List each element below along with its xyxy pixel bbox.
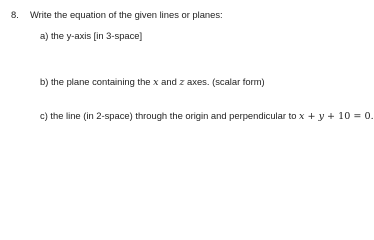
part-c-eq-plus: + — [304, 111, 319, 122]
question-stem: Write the equation of the given lines or planes: — [30, 9, 223, 20]
part-b — [40, 76, 265, 89]
part-c — [40, 110, 374, 123]
part-b-middle: and — [158, 76, 180, 87]
part-b-suffix: axes. (scalar form) — [184, 76, 265, 87]
part-b-prefix: b) the plane containing the — [40, 76, 154, 87]
part-c-eq-rest: + 10 = 0. — [324, 111, 374, 122]
part-c-prefix: c) the line (in 2-space) through the origin and perpendicular to — [40, 110, 300, 121]
part-c-eq-x: x — [299, 111, 305, 122]
part-c-eq-y: y — [318, 111, 324, 122]
part-b-var-z: z — [179, 77, 185, 88]
question-number: 8. — [11, 9, 19, 20]
part-a: a) the y-axis [in 3-space] — [40, 30, 143, 41]
part-b-var-x: x — [153, 77, 159, 88]
